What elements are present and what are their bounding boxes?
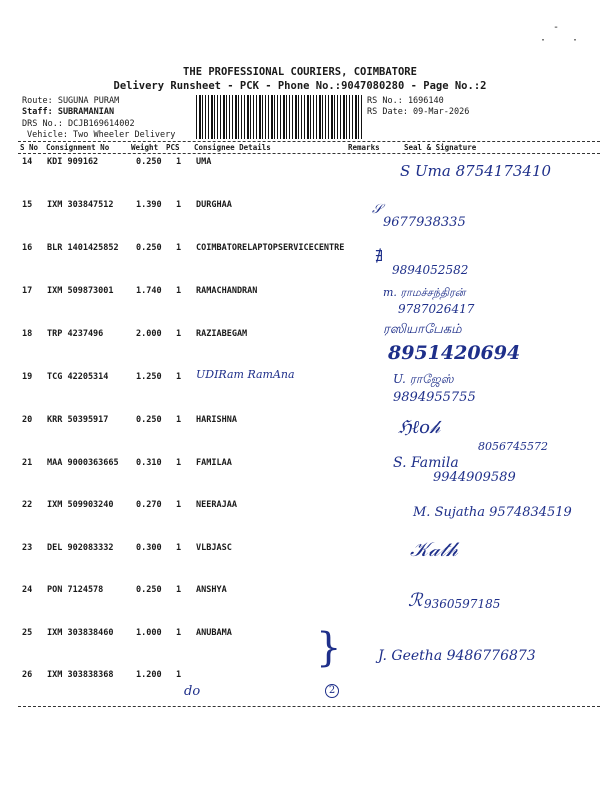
row-consignee: ANUBAMA xyxy=(196,628,232,638)
row-consignee: UMA xyxy=(196,157,212,167)
row-sno: 16 xyxy=(22,243,33,253)
rs-date: RS Date: 09-Mar-2026 xyxy=(367,107,470,117)
row-weight: 1.000 xyxy=(136,628,162,638)
row-weight: 0.250 xyxy=(136,585,162,595)
scribble-signature: ∄ xyxy=(375,247,384,265)
runsheet-subtitle: Delivery Runsheet - PCK - Phone No.:9047080280 - Page No.:2 xyxy=(113,80,487,92)
row-consignee: COIMBATORELAPTOPSERVICECENTRE xyxy=(196,243,345,253)
phone-row-20: 8056745572 xyxy=(478,440,548,453)
tamil-signature: ரஸியாபேகம் xyxy=(383,322,462,337)
phone-row-21: 9944909589 xyxy=(433,470,516,485)
row-consignment: BLR 1401425852 xyxy=(47,243,119,253)
table-row xyxy=(0,585,600,597)
table-row xyxy=(0,543,600,555)
signature-row-14: S Uma 8754173410 xyxy=(400,162,552,180)
header-divider xyxy=(18,141,600,142)
row-consignment: DEL 902083332 xyxy=(47,543,114,553)
row-weight: 1.740 xyxy=(136,286,162,296)
row-pcs: 1 xyxy=(176,628,182,638)
row-consignee: HARISHNA xyxy=(196,415,237,425)
table-row xyxy=(0,200,600,212)
row-weight: 0.310 xyxy=(136,458,162,468)
phone-row-24: 9360597185 xyxy=(424,597,501,611)
tamil-signature: U. ராஜேஸ் xyxy=(393,372,454,386)
row-pcs: 1 xyxy=(176,458,182,468)
row-consignee: ANSHYA xyxy=(196,585,227,595)
row-consignment: IXM 303838460 xyxy=(47,628,114,638)
brace-mark: } xyxy=(316,625,342,671)
col-pcs: PCS xyxy=(166,143,180,152)
row-sno: 25 xyxy=(22,628,33,638)
row-sno: 26 xyxy=(22,670,33,680)
phone-row-17: 9787026417 xyxy=(398,302,475,316)
row-sno: 20 xyxy=(22,415,33,425)
phone-row-16: 9894052582 xyxy=(392,263,469,277)
scribble-signature: 𝒮 xyxy=(372,202,383,217)
circled-mark: 2 xyxy=(325,684,339,698)
row-consignment: IXM 303847512 xyxy=(47,200,114,210)
column-divider xyxy=(18,153,600,154)
row-weight: 2.000 xyxy=(136,329,162,339)
col-signature: Seal & Signature xyxy=(404,143,477,152)
row-weight: 0.300 xyxy=(136,543,162,553)
row-pcs: 1 xyxy=(176,500,182,510)
table-row xyxy=(0,329,600,341)
phone-row-19: 9894955755 xyxy=(393,390,476,405)
row-sno: 22 xyxy=(22,500,33,510)
row-weight: 0.270 xyxy=(136,500,162,510)
row-consignee: RAMACHANDRAN xyxy=(196,286,258,296)
row-consignment: TCG 42205314 xyxy=(47,372,109,382)
scan-speck: · xyxy=(572,35,579,46)
row-sno: 18 xyxy=(22,329,33,339)
col-sno: S No xyxy=(20,143,39,152)
row-pcs: 1 xyxy=(176,200,182,210)
row-consignee: RAZIABEGAM xyxy=(196,329,248,339)
rs-number: RS No.: 1696140 xyxy=(367,96,444,106)
staff-label: Staff: SUBRAMANIAN xyxy=(22,107,115,117)
row-weight: 1.250 xyxy=(136,372,162,382)
scan-speck: - xyxy=(553,22,560,33)
row-consignment: TRP 4237496 xyxy=(47,329,104,339)
row-weight: 0.250 xyxy=(136,415,162,425)
row-pcs: 1 xyxy=(176,372,182,382)
row-consignment: MAA 9000363665 xyxy=(47,458,119,468)
table-row xyxy=(0,415,600,427)
row-consignee: VLBJASC xyxy=(196,543,232,553)
signature-row-22: M. Sujatha 9574834519 xyxy=(413,505,572,520)
row-pcs: 1 xyxy=(176,329,182,339)
row-consignee: NEERAJAA xyxy=(196,500,237,510)
row-pcs: 1 xyxy=(176,585,182,595)
row-consignment: IXM 303838368 xyxy=(47,670,114,680)
table-row xyxy=(0,628,600,640)
table-row xyxy=(0,458,600,470)
row-consignment: IXM 509873001 xyxy=(47,286,114,296)
margin-note: do xyxy=(184,684,201,699)
scribble-signature: 𝒦𝒶𝓉𝒽 xyxy=(410,537,458,561)
company-title: THE PROFESSIONAL COURIERS, COIMBATORE xyxy=(183,66,417,78)
row-weight: 1.200 xyxy=(136,670,162,680)
row-pcs: 1 xyxy=(176,157,182,167)
row-pcs: 1 xyxy=(176,543,182,553)
row-sno: 23 xyxy=(22,543,33,553)
row-consignee: FAMILAA xyxy=(196,458,232,468)
barcode xyxy=(196,95,362,139)
handwritten-consignee: UDIRam RamAna xyxy=(196,368,295,381)
row-consignment: PON 7124578 xyxy=(47,585,104,595)
row-pcs: 1 xyxy=(176,286,182,296)
scribble-signature: ℌℓ𝑜𝒽 xyxy=(398,417,441,438)
row-sno: 21 xyxy=(22,458,33,468)
phone-row-15: 9677938335 xyxy=(383,215,466,230)
row-sno: 14 xyxy=(22,157,33,167)
row-consignment: KDI 909162 xyxy=(47,157,99,167)
tamil-signature: m. ராமச்சந்திரன் xyxy=(383,286,466,299)
route-label: Route: SUGUNA PURAM xyxy=(22,96,120,106)
table-row xyxy=(0,286,600,298)
table-row xyxy=(0,670,600,682)
table-row xyxy=(0,243,600,255)
table-row xyxy=(0,372,600,384)
row-pcs: 1 xyxy=(176,415,182,425)
row-weight: 1.390 xyxy=(136,200,162,210)
signature-row-25: J. Geetha 9486776873 xyxy=(378,648,536,664)
scribble-signature: ℛ xyxy=(408,590,423,611)
row-consignment: IXM 509903240 xyxy=(47,500,114,510)
row-consignee: DURGHAA xyxy=(196,200,232,210)
row-sno: 24 xyxy=(22,585,33,595)
row-consignment: KRR 50395917 xyxy=(47,415,109,425)
phone-row-18: 8951420694 xyxy=(388,342,521,364)
col-remarks: Remarks xyxy=(348,143,380,152)
row-pcs: 1 xyxy=(176,243,182,253)
col-consignment: Consignment No xyxy=(46,143,110,152)
row-weight: 0.250 xyxy=(136,157,162,167)
drs-number: DRS No.: DCJB169614002 xyxy=(22,119,135,129)
scan-speck: · xyxy=(540,35,547,46)
col-consignee: Consignee Details xyxy=(194,143,271,152)
row-sno: 15 xyxy=(22,200,33,210)
signature-row-21: S. Famila xyxy=(393,455,459,471)
row-pcs: 1 xyxy=(176,670,182,680)
row-sno: 19 xyxy=(22,372,33,382)
row-weight: 0.250 xyxy=(136,243,162,253)
footer-divider xyxy=(18,706,600,707)
col-weight: Weight xyxy=(131,143,159,152)
row-sno: 17 xyxy=(22,286,33,296)
vehicle-label: Vehicle: Two Wheeler Delivery xyxy=(27,130,176,140)
